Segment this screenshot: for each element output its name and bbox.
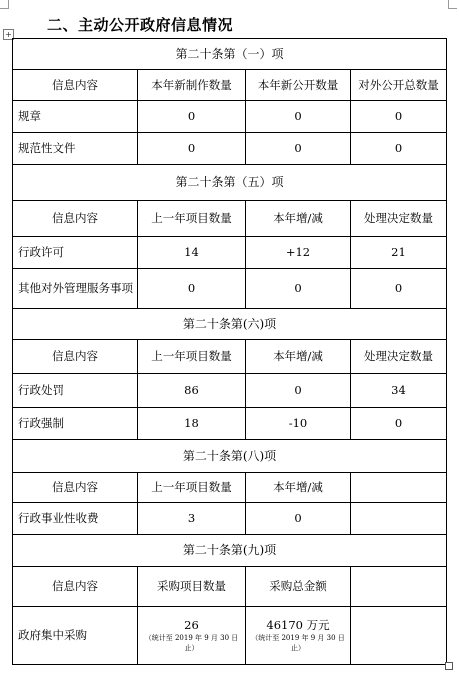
value-cell: -10 (246, 408, 351, 440)
section-title: 第二十条第(六)项 (13, 309, 447, 340)
table-header-row (13, 340, 447, 374)
value-cell: 0 (246, 133, 351, 165)
header-cell: 本年增/减 (246, 473, 351, 503)
row-label: 行政处罚 (13, 374, 138, 408)
header-cell: 处理决定数量 (351, 201, 447, 237)
header-cell: 采购项目数量 (138, 567, 246, 607)
section-title-row (13, 165, 447, 201)
header-cell: 本年新制作数量 (138, 70, 246, 101)
header-cell: 信息内容 (13, 201, 138, 237)
table-header-row (13, 70, 447, 101)
header-cell: 本年新公开数量 (246, 70, 351, 101)
table-row (13, 101, 447, 133)
header-cell: 采购总金额 (246, 567, 351, 607)
row-label: 规章 (13, 101, 138, 133)
value-cell: 0 (246, 374, 351, 408)
section-title-row (13, 309, 447, 340)
row-label: 规范性文件 (13, 133, 138, 165)
procurement-amount: 46170 万元 (266, 617, 330, 632)
header-cell: 上一年项目数量 (138, 473, 246, 503)
table-resize-handle[interactable] (445, 662, 453, 670)
page-corner-mark (448, 0, 457, 9)
header-cell (351, 567, 447, 607)
value-cell: 0 (138, 133, 246, 165)
disclosure-table (12, 38, 447, 665)
table-header-row (13, 473, 447, 503)
value-cell: 0 (351, 269, 447, 309)
value-cell: 0 (246, 269, 351, 309)
value-cell: 21 (351, 237, 447, 269)
page-corner-mark (0, 0, 9, 9)
value-cell: 0 (351, 408, 447, 440)
table-header-row (13, 567, 447, 607)
value-cell: 34 (351, 374, 447, 408)
row-label: 行政许可 (13, 237, 138, 269)
value-cell: 86 (138, 374, 246, 408)
value-cell: 0 (246, 503, 351, 535)
section-title: 第二十条第(八)项 (13, 440, 447, 473)
header-cell: 信息内容 (13, 340, 138, 374)
header-cell: 处理决定数量 (351, 340, 447, 374)
row-label: 行政强制 (13, 408, 138, 440)
table-move-handle-icon[interactable]: + (3, 29, 14, 40)
header-cell (351, 473, 447, 503)
value-cell: 0 (138, 101, 246, 133)
section-title-row (13, 39, 447, 70)
value-cell (351, 607, 447, 665)
table-row (13, 269, 447, 309)
header-cell: 信息内容 (13, 473, 138, 503)
header-cell: 上一年项目数量 (138, 201, 246, 237)
header-cell: 上一年项目数量 (138, 340, 246, 374)
value-cell: 0 (246, 101, 351, 133)
procurement-count: 26 (184, 617, 199, 632)
section-title-row (13, 535, 447, 567)
table-row (13, 503, 447, 535)
row-label: 其他对外管理服务事项 (13, 269, 138, 309)
table-row (13, 408, 447, 440)
statistics-note: （统计至 2019 年 9 月 30 日止） (144, 634, 239, 653)
section-title: 第二十条第（五）项 (13, 165, 447, 201)
statistics-note: （统计至 2019 年 9 月 30 日止） (251, 634, 345, 653)
value-cell: +12 (246, 237, 351, 269)
value-cell (246, 607, 351, 665)
value-cell (138, 607, 246, 665)
header-cell: 信息内容 (13, 567, 138, 607)
value-cell: 0 (351, 101, 447, 133)
table-row (13, 607, 447, 665)
section-heading: 二、主动公开政府信息情况 (47, 16, 234, 34)
header-cell: 信息内容 (13, 70, 138, 101)
header-cell: 本年增/减 (246, 201, 351, 237)
value-cell: 0 (138, 269, 246, 309)
section-title: 第二十条第(九)项 (13, 535, 447, 567)
value-cell: 18 (138, 408, 246, 440)
section-title: 第二十条第（一）项 (13, 39, 447, 70)
table-row (13, 133, 447, 165)
value-cell: 0 (351, 133, 447, 165)
header-cell: 本年增/减 (246, 340, 351, 374)
section-title-row (13, 440, 447, 473)
value-cell (351, 503, 447, 535)
table-header-row (13, 201, 447, 237)
row-label: 行政事业性收费 (13, 503, 138, 535)
table-row (13, 237, 447, 269)
value-cell: 3 (138, 503, 246, 535)
table-row (13, 374, 447, 408)
header-cell: 对外公开总数量 (351, 70, 447, 101)
value-cell: 14 (138, 237, 246, 269)
row-label: 政府集中采购 (13, 607, 138, 665)
